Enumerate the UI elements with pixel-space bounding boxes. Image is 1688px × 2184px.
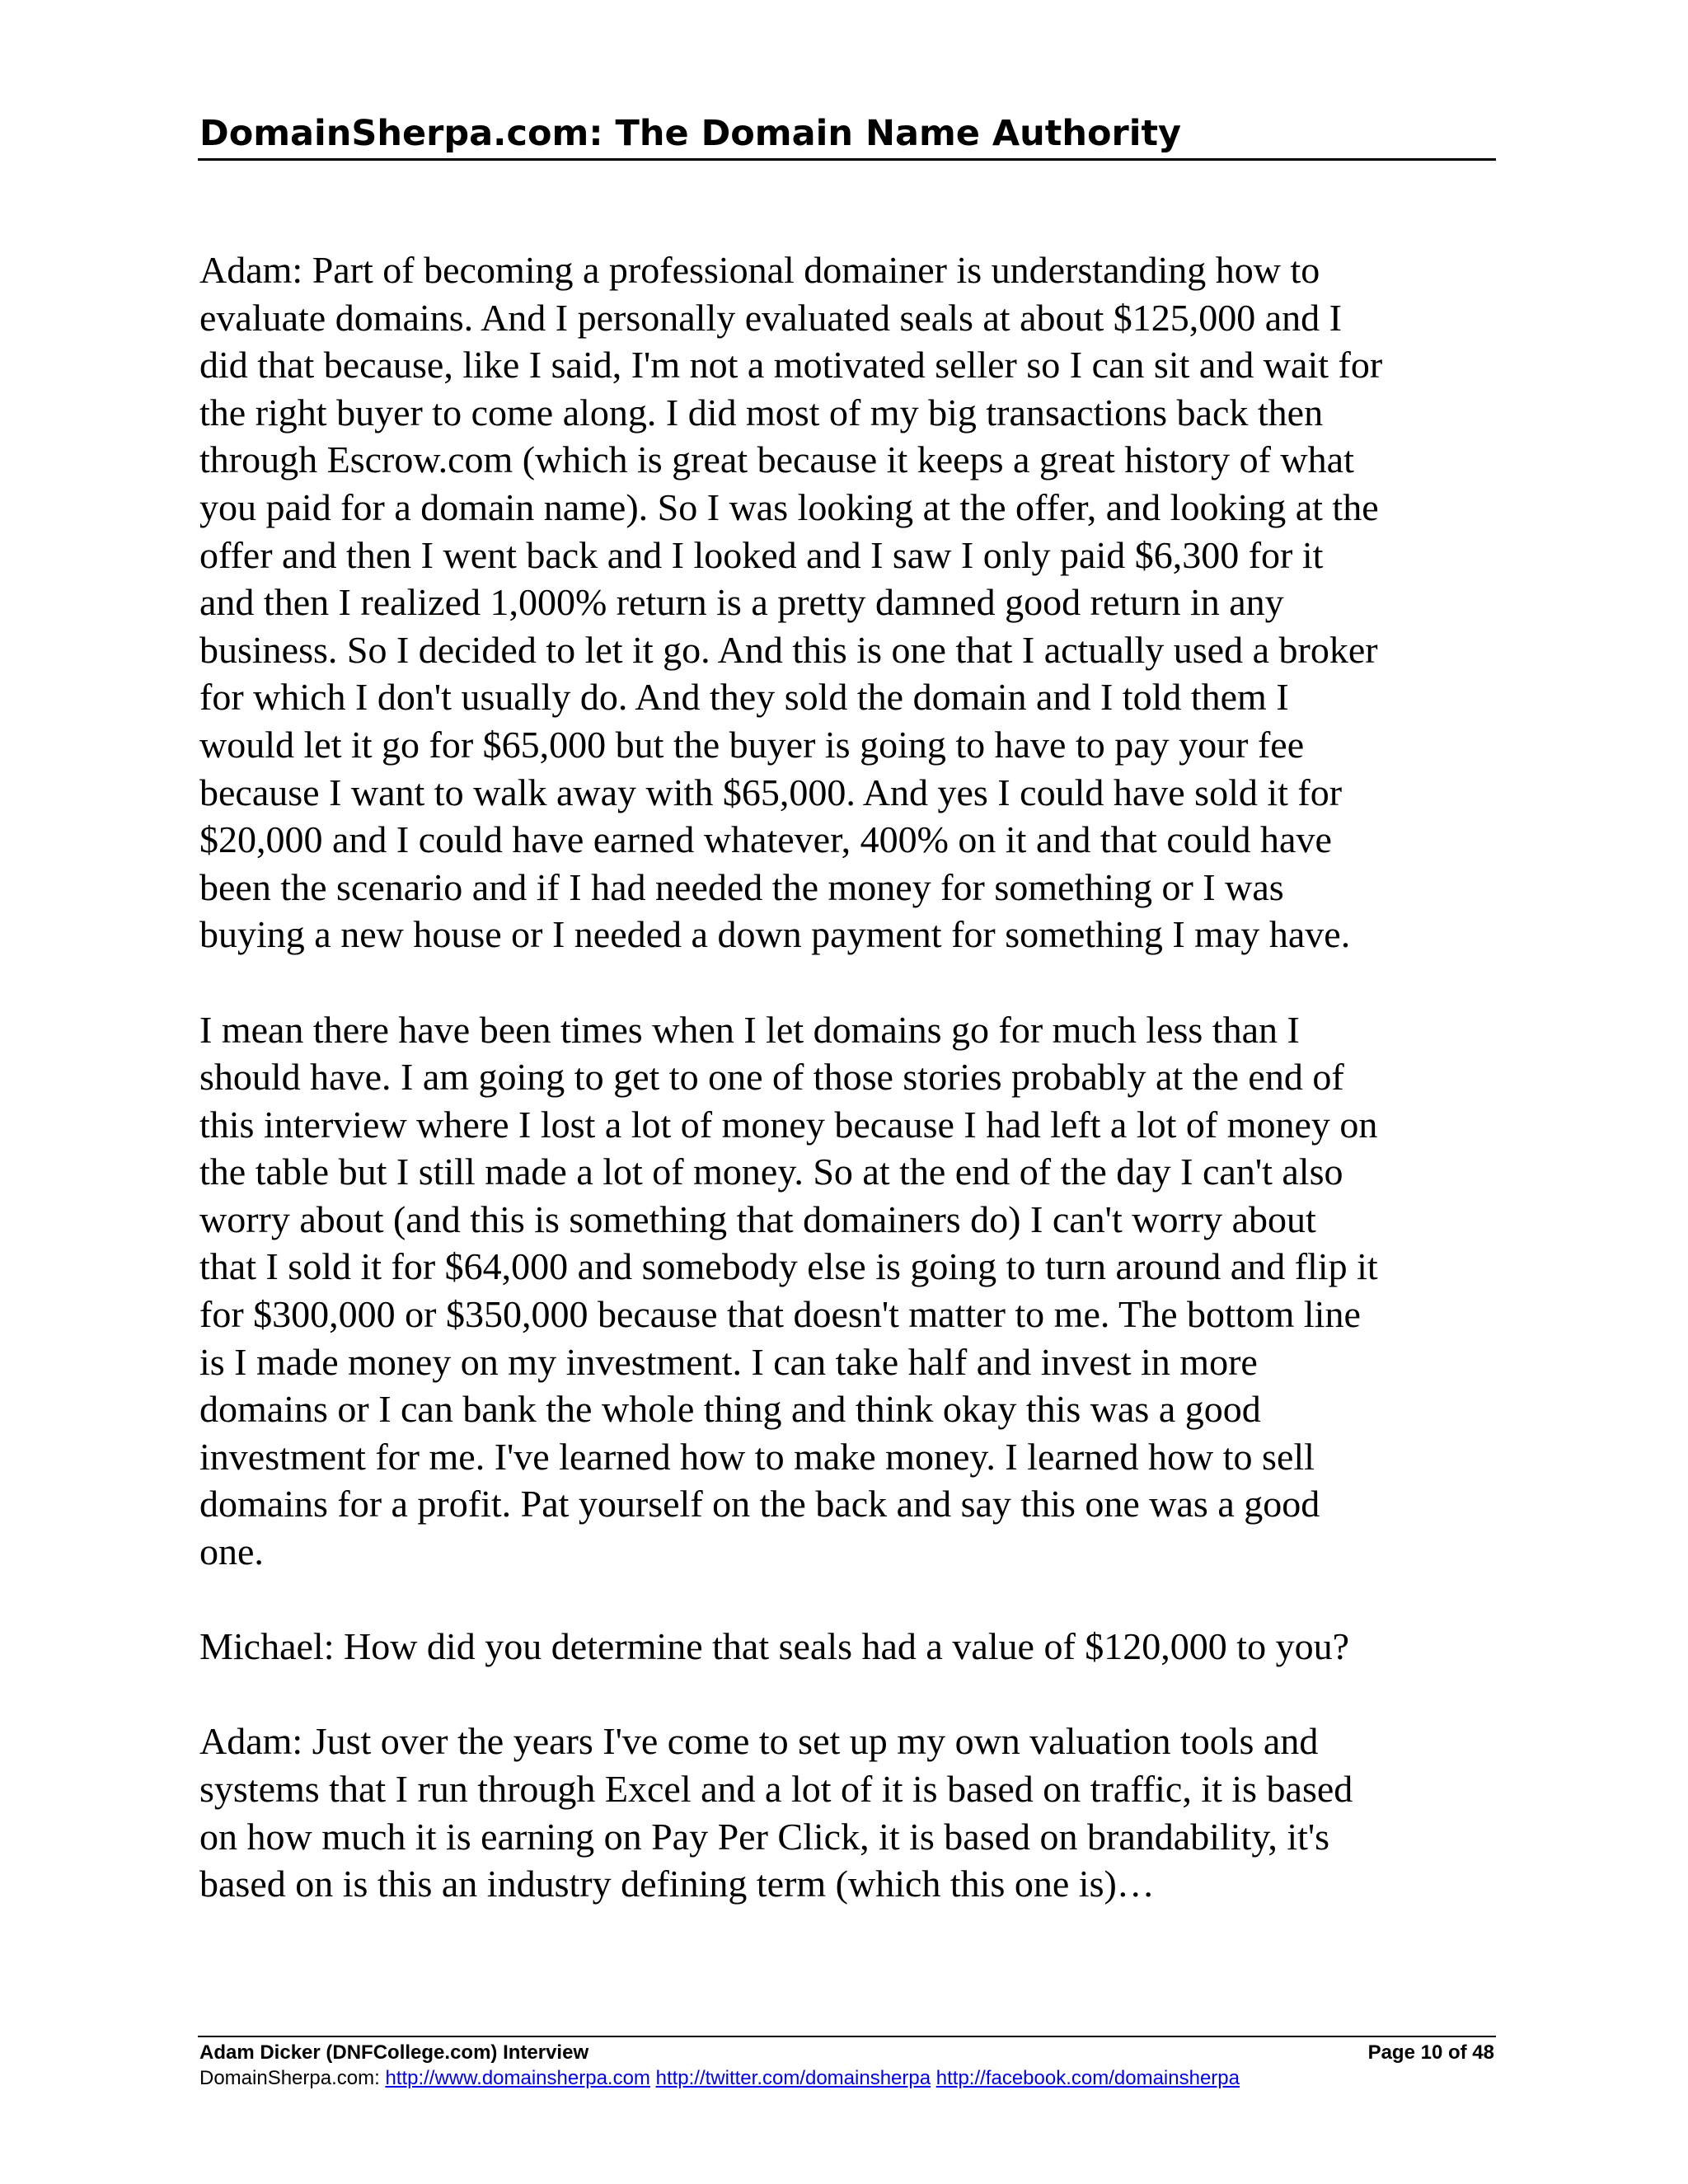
- footer-link-facebook[interactable]: http://facebook.com/domainsherpa: [935, 2067, 1240, 2089]
- text-line: evaluate domains. And I personally evaluated seals at about $125,000 and I: [199, 296, 1342, 339]
- text-line: should have. I am going to get to one of those stories probably at the end of: [199, 1056, 1344, 1099]
- text-line: this interview where I lost a lot of money because I had left a lot of money on: [199, 1103, 1378, 1146]
- text-line: domains for a profit. Pat yourself on the back and say this one was a good: [199, 1483, 1320, 1526]
- page-footer: [198, 2036, 1496, 2091]
- text-line: one.: [199, 1530, 264, 1573]
- paragraph-adam-1: [199, 246, 1502, 958]
- page-number: Page 10 of 48: [1367, 2041, 1494, 2064]
- text-line: would let it go for $65,000 but the buyer is going to have to pay your fee: [199, 723, 1305, 766]
- footer-link-twitter[interactable]: http://twitter.com/domainsherpa: [655, 2067, 931, 2089]
- text-line: I mean there have been times when I let domains go for much less than I: [199, 1008, 1300, 1051]
- text-line: for which I don't usually do. And they sold the domain and I told them I: [199, 676, 1289, 719]
- paragraph-adam-3: [199, 1718, 1502, 1907]
- text-line: offer and then I went back and I looked and I saw I only paid $6,300 for it: [199, 533, 1324, 576]
- page-header: [198, 99, 1496, 161]
- text-line: because I want to walk away with $65,000. And yes I could have sold it for: [199, 771, 1343, 813]
- text-line: did that because, like I said, I'm not a motivated seller so I can sit and wait for: [199, 344, 1383, 387]
- text-line: for $300,000 or $350,000 because that doesn't matter to me. The bottom line: [199, 1293, 1361, 1336]
- text-line: been the scenario and if I had needed the money for something or I was: [199, 865, 1284, 908]
- footer-link-website[interactable]: http://www.domainsherpa.com: [385, 2067, 650, 2089]
- text-line: based on is this an industry defining term (which this one is)…: [199, 1863, 1155, 1905]
- text-line: buying a new house or I needed a down payment for something I may have.: [199, 913, 1351, 956]
- text-line: investment for me. I've learned how to make money. I learned how to sell: [199, 1435, 1315, 1478]
- footer-site-label: DomainSherpa.com:: [199, 2067, 386, 2089]
- text-line: domains or I can bank the whole thing and think okay this was a good: [199, 1388, 1261, 1431]
- text-line: the table but I still made a lot of money. So at the end of the day I can't also: [199, 1151, 1343, 1193]
- text-line: that I sold it for $64,000 and somebody else is going to turn around and flip it: [199, 1245, 1378, 1288]
- text-line: systems that I run through Excel and a lot of it is based on traffic, it is based: [199, 1768, 1353, 1810]
- text-line: you paid for a domain name). So I was looking at the offer, and looking at the: [199, 485, 1379, 528]
- transcript-body: [199, 246, 1502, 1955]
- paragraph-adam-2: [199, 1006, 1502, 1576]
- footer-interview-title: Adam Dicker (DNFCollege.com) Interview: [199, 2041, 589, 2064]
- text-line: worry about (and this is something that domainers do) I can't worry about: [199, 1197, 1316, 1240]
- text-line: $20,000 and I could have earned whatever, 400% on it and that could have: [199, 818, 1332, 861]
- header-title: DomainSherpa.com: The Domain Name Authority: [199, 113, 1182, 154]
- paragraph-michael-question: [199, 1623, 1502, 1671]
- footer-links-row: [199, 2066, 1496, 2091]
- text-line: is I made money on my investment. I can take half and invest in more: [199, 1340, 1258, 1383]
- text-line: Adam: Just over the years I've come to set up my own valuation tools and: [199, 1720, 1319, 1763]
- text-line: Adam: Part of becoming a professional domainer is understanding how to: [199, 249, 1320, 291]
- text-line: Michael: How did you determine that seals had a value of $120,000 to you?: [199, 1625, 1349, 1668]
- text-line: through Escrow.com (which is great because it keeps a great history of what: [199, 438, 1354, 481]
- footer-top-row: [198, 2041, 1496, 2066]
- text-line: and then I realized 1,000% return is a pretty damned good return in any: [199, 581, 1284, 624]
- text-line: the right buyer to come along. I did most of my big transactions back then: [199, 391, 1324, 434]
- text-line: business. So I decided to let it go. And this is one that I actually used a broker: [199, 628, 1378, 671]
- text-line: on how much it is earning on Pay Per Click, it is based on brandability, it's: [199, 1815, 1330, 1858]
